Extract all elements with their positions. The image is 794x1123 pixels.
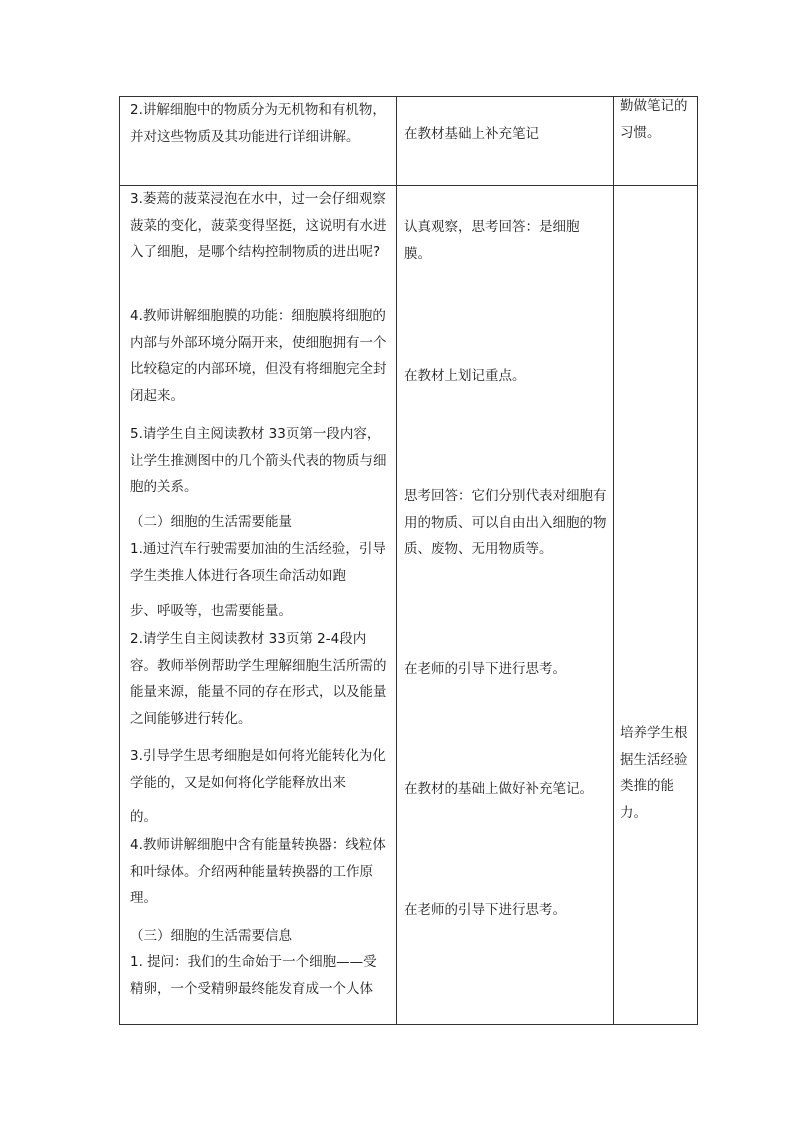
- paragraph: 在教材基础上补充笔记: [404, 126, 539, 142]
- student-activity-cell: [397, 186, 614, 1025]
- design-intent-cell: [614, 186, 698, 1025]
- table-row: [120, 186, 698, 1025]
- teacher-activity-cell: [120, 186, 397, 1025]
- paragraph: 在老师的引导下进行思考。: [404, 902, 566, 918]
- teacher-activity-cell: [120, 97, 397, 186]
- paragraph: 认真观察，思考回答：是细胞 膜。: [404, 219, 580, 262]
- paragraph: 5.请学生自主阅读教材 33页第一段内容，让学生推测图中的几个箭头代表的物质与细胞的关系。: [130, 426, 387, 495]
- paragraph: 在老师的引导下进行思考。: [404, 661, 566, 677]
- paragraph: 的。: [130, 809, 157, 825]
- paragraph: 勤做笔记的习惯。: [620, 98, 688, 141]
- lesson-plan-table: [119, 96, 698, 1025]
- paragraph: 4.教师讲解细胞中含有能量转换器：线粒体和叶绿体。介绍两种能量转换器的工作原理。: [130, 837, 386, 906]
- section-heading: （三）细胞的生活需要信息: [130, 928, 292, 944]
- paragraph: 在教材上划记重点。: [404, 368, 526, 384]
- student-activity-cell: [397, 97, 614, 186]
- paragraph: 2.请学生自主阅读教材 33页第 2-4段内容。教师举例帮助学生理解细胞生活所需的能量来源，能量不同的存在形式，以及能量之间能够进行转化。: [130, 631, 387, 727]
- table-row: [120, 97, 698, 186]
- paragraph: 3.萎蔫的菠菜浸泡在水中，过一会仔细观察菠菜的变化，菠菜变得坚挺，这说明有水进入了细胞，是哪个结构控制物质的进出呢?: [130, 191, 387, 260]
- paragraph: 3.引导学生思考细胞是如何将光能转化为化学能的，又是如何将化学能释放出来: [130, 748, 386, 791]
- paragraph: 步、呼吸等，也需要能量。: [130, 603, 292, 619]
- paragraph: 1.通过汽车行驶需要加油的生活经验，引导学生类推人体进行各项生命活动如跑: [130, 541, 386, 584]
- paragraph: 2.讲解细胞中的物质分为无机物和有机物，并对这些物质及其功能进行详细讲解。: [130, 102, 386, 145]
- section-heading: （二）细胞的生活需要能量: [130, 514, 292, 530]
- paragraph: 思考回答：它们分别代表对细胞有用的物质、可以自由出入细胞的物质、废物、无用物质等。: [404, 488, 607, 557]
- paragraph: 1. 提问：我们的生命始于一个细胞——受精卵，一个受精卵最终能发育成一个人体: [130, 954, 377, 997]
- design-intent-cell: [614, 97, 698, 186]
- paragraph: 4.教师讲解细胞膜的功能：细胞膜将细胞的内部与外部环境分隔开来，使细胞拥有一个比较稳定的内部环境，但没有将细胞完全封闭起来。: [130, 308, 387, 404]
- paragraph: 在教材的基础上做好补充笔记。: [404, 781, 593, 797]
- paragraph: 培养学生根据生活经验类推的能力。: [620, 725, 688, 821]
